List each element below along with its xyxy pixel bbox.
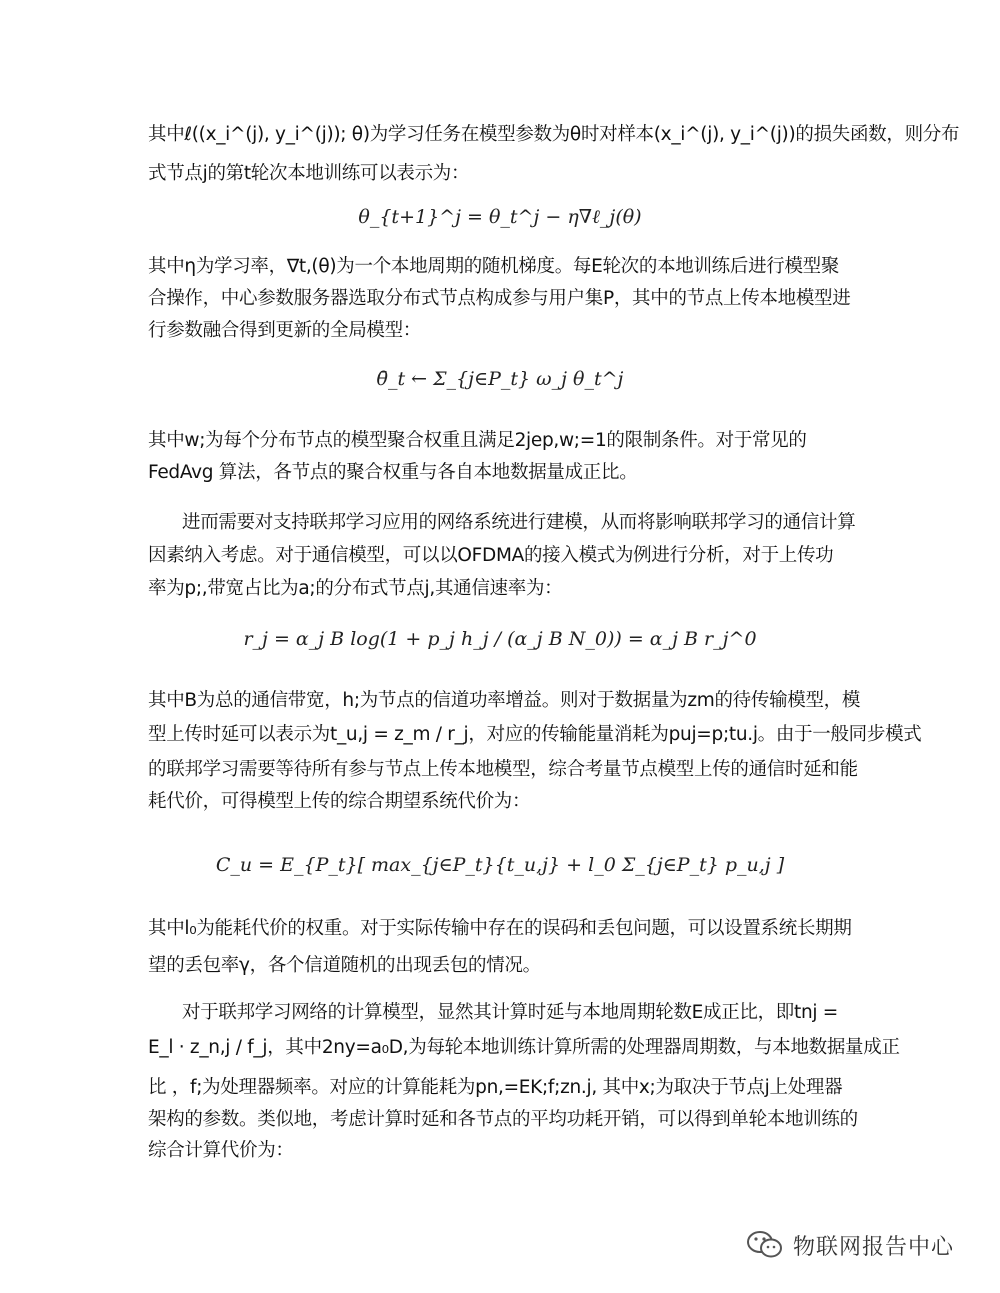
text-line: 式节点j的第t轮次本地训练可以表示为：: [148, 163, 470, 184]
watermark: [745, 1225, 985, 1265]
equation-cost: C_u = E_{P_t}[ max_{j∈P_t}{t_u,j} + l_0 Σ_{j∈P_t} p_u,j ]: [215, 854, 785, 876]
text-line: 的联邦学习需要等待所有参与节点上传本地模型，综合考量节点模型上传的通信时延和能: [148, 759, 858, 780]
text-line: 耗代价，可得模型上传的综合期望系统代价为：: [148, 791, 531, 812]
equation-rate: r_j = α_j B log(1 + p_j h_j / (α_j B N_0)) = α_j B r_j^0: [243, 628, 757, 650]
text-line: 型上传时延可以表示为t_u,j = z_m / r_j，对应的传输能量消耗为puj=p;tu.j。由于一般同步模式: [148, 724, 922, 745]
watermark-text: 物联网报告中心: [793, 1234, 955, 1260]
text-line: 其中η为学习率，∇t,(θ)为一个本地周期的随机梯度。每E轮次的本地训练后进行模型聚: [148, 256, 840, 277]
text-line: 行参数融合得到更新的全局模型：: [148, 320, 422, 341]
wechat-icon: [745, 1229, 785, 1261]
text-line: 率为p;,带宽占比为a;的分布式节点j,其通信速率为：: [148, 578, 563, 599]
text-line: 合操作，中心参数服务器选取分布式节点构成参与用户集P，其中的节点上传本地模型进: [148, 288, 851, 309]
text-line: 对于联邦学习网络的计算模型，显然其计算时延与本地周期轮数E成正比，即tnj =: [182, 1002, 838, 1023]
text-line: 其中B为总的通信带宽，h;为节点的信道功率增益。则对于数据量为zm的待传输模型，模: [148, 690, 861, 711]
text-line: 比 ，f;为处理器频率。对应的计算能耗为pn,=EK;f;zn.j, 其中x;为取决于节点j上处理器: [148, 1077, 843, 1098]
text-line: 进而需要对支持联邦学习应用的网络系统进行建模，从而将影响联邦学习的通信计算: [182, 512, 856, 533]
text-line: 其中l₀为能耗代价的权重。对于实际传输中存在的误码和丢包问题，可以设置系统长期期: [148, 918, 852, 939]
text-line: 望的丢包率γ，各个信道随机的出现丢包的情况。: [148, 955, 541, 976]
text-line: 架构的参数。类似地，考虑计算时延和各节点的平均功耗开销，可以得到单轮本地训练的: [148, 1109, 858, 1130]
text-line: E_l · z_n,j / f_j，其中2ny=a₀D,为每轮本地训练计算所需的处理器周期数，与本地数据量成正: [148, 1037, 900, 1058]
text-line: 因素纳入考虑。对于通信模型，可以以OFDMA的接入模式为例进行分析，对于上传功: [148, 545, 834, 566]
text-line: 其中ℓ((x_i^(j), y_i^(j)); θ)为学习任务在模型参数为θ时对样本(x_i^(j), y_i^(j))的损失函数，则分布: [148, 124, 960, 145]
equation-aggregation: θ̄_t ← Σ_{j∈P_t} ω_j θ_t^j: [376, 368, 624, 390]
equation-local-update: θ_{t+1}^j = θ_t^j − η∇ℓ_j(θ): [358, 206, 642, 228]
text-line: 其中w;为每个分布节点的模型聚合权重且满足2jep,w;=1的限制条件。对于常见的: [148, 430, 807, 451]
text-line: 综合计算代价为：: [148, 1140, 294, 1161]
text-line: FedAvg 算法，各节点的聚合权重与各自本地数据量成正比。: [148, 462, 638, 483]
